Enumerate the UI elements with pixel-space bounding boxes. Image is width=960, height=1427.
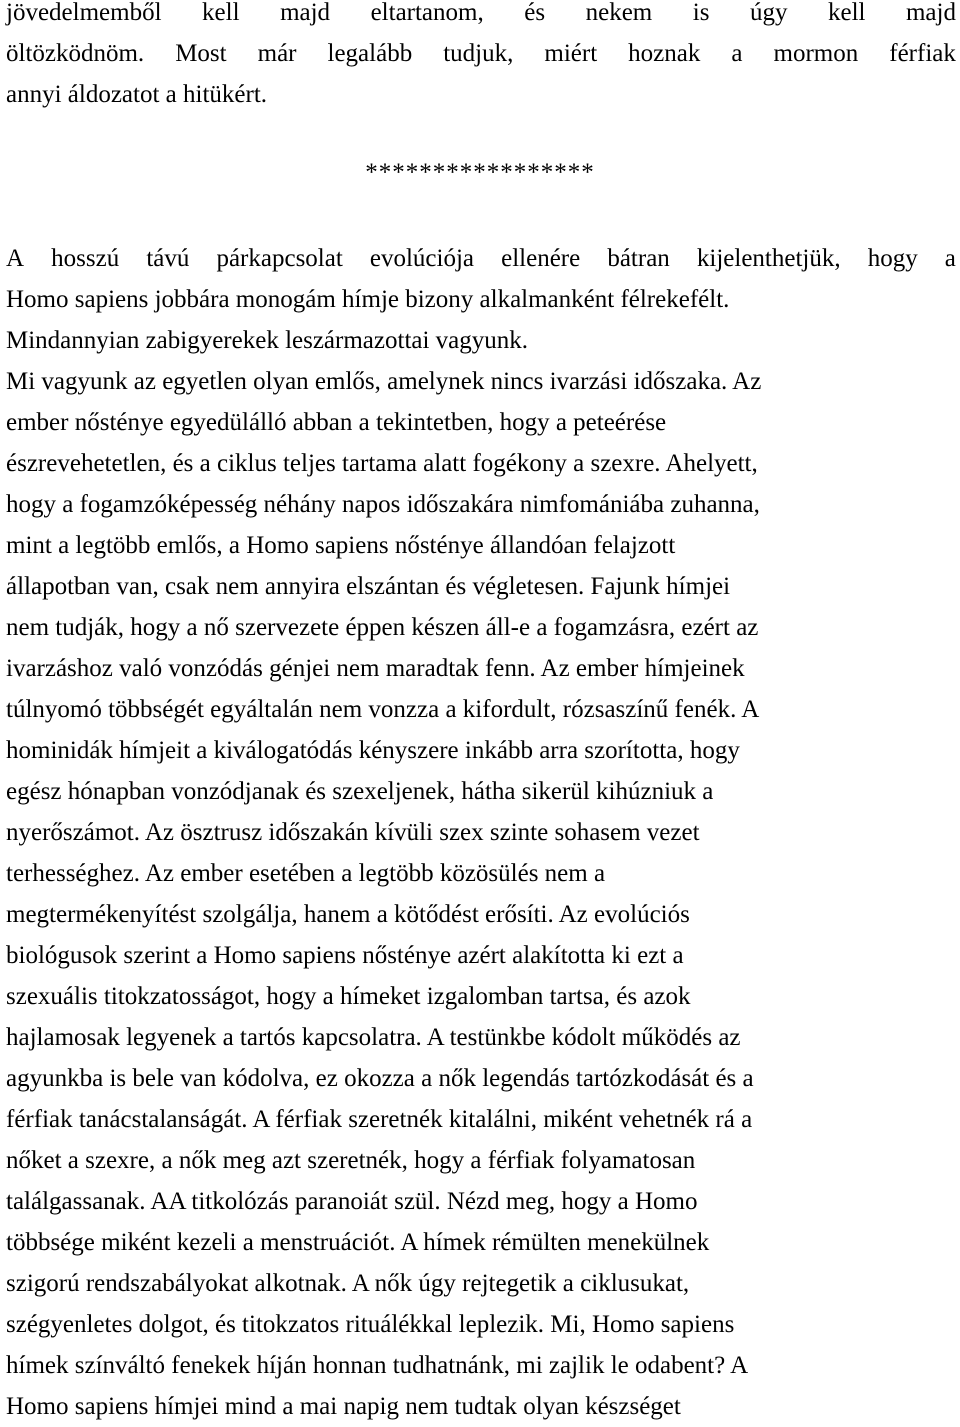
text-line: szexuális titokzatosságot, hogy a hímeket izgalomban tartsa, és azok xyxy=(6,983,691,1010)
text-line: annyi áldozatot a hitükért. xyxy=(6,81,268,108)
text-line: egész hónapban vonzódjanak és szexeljenek, hátha sikerül kihúzniuk a xyxy=(6,778,714,805)
word: és xyxy=(524,0,546,26)
word: miért xyxy=(544,40,598,67)
word: öltözködnöm. xyxy=(6,40,145,67)
text-line: Homo sapiens hímjei mind a mai napig nem tudtak olyan készséget xyxy=(6,1393,681,1420)
text-line: Mi vagyunk az egyetlen olyan emlős, amelynek nincs ivarzási időszaka. Az xyxy=(6,368,762,395)
word: evolúciója xyxy=(369,245,475,272)
word: eltartanom, xyxy=(370,0,484,26)
text-line: találgassanak. AA titkolózás paranoiát szül. Nézd meg, hogy a Homo xyxy=(6,1188,698,1215)
text-line xyxy=(6,34,956,74)
word: A xyxy=(6,245,25,272)
text-line: biológusok szerint a Homo sapiens nősténye azért alakította ki ezt a xyxy=(6,942,684,969)
text-line: hominidák hímjeit a kiválogatódás kényszere inkább arra szorította, hogy xyxy=(6,737,740,764)
word: ellenére xyxy=(501,245,581,272)
word: a xyxy=(731,40,743,67)
word: a xyxy=(944,245,956,272)
word: legalább xyxy=(327,40,413,67)
text-line: szigorú rendszabályokat alkotnak. A nők úgy rejtegetik a ciklusukat, xyxy=(6,1270,690,1297)
word: kijelenthetjük, xyxy=(696,245,841,272)
text-line: Mindannyian zabigyerekek leszármazottai vagyunk. xyxy=(6,327,529,354)
word: majd xyxy=(905,0,956,26)
text-line: hajlamosak legyenek a tartós kapcsolatra. A testünkbe kódolt működés az xyxy=(6,1024,741,1051)
text-line: nem tudják, hogy a nő szervezete éppen készen áll-e a fogamzásra, ezért az xyxy=(6,614,759,641)
text-line: ivarzáshoz való vonzódás génjei nem maradtak fenn. Az ember hímjeinek xyxy=(6,655,745,682)
word: majd xyxy=(280,0,331,26)
word: hogy xyxy=(867,245,918,272)
text-line: szégyenletes dolgot, és titokzatos rituálékkal leplezik. Mi, Homo sapiens xyxy=(6,1311,735,1338)
text-line: férfiak tanácstalanságát. A férfiak szeretnék kitalálni, miként vehetnék rá a xyxy=(6,1106,753,1133)
word: hoznak xyxy=(628,40,701,67)
word: tudjuk, xyxy=(443,40,514,67)
text-line: Homo sapiens jobbára monogám hímje bizony alkalmanként félrekefélt. xyxy=(6,286,730,313)
word: is xyxy=(692,0,710,26)
text-line: agyunkba is bele van kódolva, ez okozza a nők legendás tartózkodását és a xyxy=(6,1065,754,1092)
text-line: nyerőszámot. Az ösztrusz időszakán kívüli szex szinte sohasem vezet xyxy=(6,819,700,846)
text-line: hogy a fogamzóképesség néhány napos időszakára nimfomániába zuhanna, xyxy=(6,491,760,518)
word: párkapcsolat xyxy=(216,245,343,272)
word: nekem xyxy=(585,0,653,26)
text-line: megtermékenyítést szolgálja, hanem a kötődést erősíti. Az evolúciós xyxy=(6,901,690,928)
word: úgy xyxy=(749,0,788,26)
word: férfiak xyxy=(889,40,956,67)
text-line: terhességhez. Az ember esetében a legtöbb közösülés nem a xyxy=(6,860,606,887)
word: már xyxy=(257,40,297,67)
text-line: észrevehetetlen, és a ciklus teljes tartama alatt fogékony a szexre. Ahelyett, xyxy=(6,450,758,477)
text-line xyxy=(6,239,956,279)
text-line: többsége miként kezeli a menstruációt. A hímek rémülten menekülnek xyxy=(6,1229,710,1256)
text-line: nőket a szexre, a nők meg azt szeretnék, hogy a férfiak folyamatosan xyxy=(6,1147,696,1174)
word: kell xyxy=(827,0,866,26)
text-line: állapotban van, csak nem annyira elszántan és végletesen. Fajunk hímjei xyxy=(6,573,731,600)
word: kell xyxy=(202,0,240,26)
text-line: hímek színváltó fenekek híján honnan tudhatnánk, mi zajlik le odabent? A xyxy=(6,1352,749,1379)
word: távú xyxy=(146,245,190,272)
word: mormon xyxy=(773,40,859,67)
text-line xyxy=(6,0,956,33)
word: jövedelmemből xyxy=(6,0,162,26)
text-line: túlnyomó többségét egyáltalán nem vonzza a kifordult, rózsaszínű fenék. A xyxy=(6,696,760,723)
section-separator: ***************** xyxy=(365,159,595,186)
word: hosszú xyxy=(51,245,120,272)
text-line: ember nősténye egyedülálló abban a tekintetben, hogy a peteérése xyxy=(6,409,667,436)
word: bátran xyxy=(607,245,670,272)
word: Most xyxy=(175,40,227,67)
text-line: mint a legtöbb emlős, a Homo sapiens nősténye állandóan felajzott xyxy=(6,532,676,559)
